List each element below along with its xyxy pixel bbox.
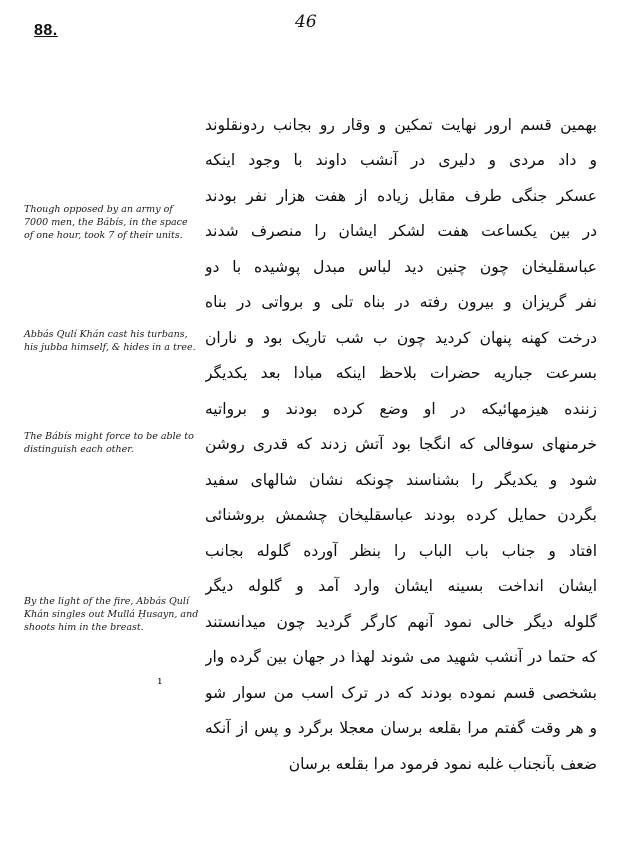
- manuscript-line: گلوله دیگر خالی نمود آنهم کارگر گردید چون میدانستند: [205, 613, 597, 631]
- manuscript-line: عسکر جنگی طرف مقابل زیاده از هفت هزار نفر بودند: [205, 187, 597, 205]
- manuscript-line: بگردن حمایل کرده بودند عباسقلیخان چشمش بروشنائی: [205, 506, 597, 524]
- manuscript-line: زننده هیزمهائیکه در او وضع کرده بودند و برواتیه: [205, 400, 597, 418]
- manuscript-line: و هر وقت گفتم مرا بقلعه برسان معجلا برگرد و پس از آنکه: [205, 719, 597, 737]
- manuscript-line: بشخصی قسم نموده بودند که در ترک اسب من سوار شو: [205, 684, 597, 702]
- margin-tick-mark: ı: [158, 674, 162, 687]
- manuscript-line: و داد مردی و دلیری در آنشب داوند با وجود اینکه: [205, 151, 597, 169]
- manuscript-line: در بین یکساعت هفت لشکر ایشان را منصرف شدند: [205, 222, 597, 240]
- manuscript-line: درخت کهنه پنهان کردید چون ب شب تاریک بود و ناران: [205, 329, 597, 347]
- margin-note: Abbás Qulí Khán cast his turbans, his jubba himself, & hides in a tree.: [24, 329, 196, 353]
- margin-note: By the light of the fire, Abbás Qulí Khán singles out Mullá Ḥusayn, and shoots him in the breast.: [24, 596, 199, 633]
- manuscript-line: بهمین قسم ارور نهایت تمکین و وقار رو بجانب ردونقلوند: [205, 116, 597, 134]
- manuscript-line: افتاد و جناب باب الباب را بنظر آورده گلوله بجانب: [205, 542, 597, 560]
- margin-note: Though opposed by an army of 7000 men, the Bábís, in the space of one hour, took 7 of their units.: [24, 204, 188, 241]
- manuscript-line: که حتما در آنشب شهید می شوند لهذا در جهان بین گرده وار: [205, 648, 597, 666]
- manuscript-line: ایشان انداخت بسینه ایشان وارد آمد و گلوله دیگر: [205, 577, 597, 595]
- manuscript-line: بسرعت جباریه حضرات بلاحظ اینکه مبادا بعد یکدیگر: [205, 364, 597, 382]
- manuscript-line: عباسقلیخان چون چنین دید لباس مبدل پوشیده با دو: [205, 258, 597, 276]
- page-number: 88.: [34, 22, 58, 39]
- manuscript-line: خرمنهای سوفالی که انگجا بود آتش زدند که قدری روشن: [205, 435, 597, 453]
- margin-note: The Bábís might force to be able to distinguish each other.: [24, 431, 194, 455]
- manuscript-line: شود و یکدیگر را بشناسند چونکه نشان شالهای سفید: [205, 471, 597, 489]
- manuscript-line: ضعف بآنجناب غلبه نمود فرمود مرا بقلعه برسان: [288, 755, 597, 773]
- folio-number: 46: [295, 12, 317, 32]
- manuscript-line: نفر گریزان و بیرون رفته در بناه تلی و برواتی در بناه: [205, 293, 597, 311]
